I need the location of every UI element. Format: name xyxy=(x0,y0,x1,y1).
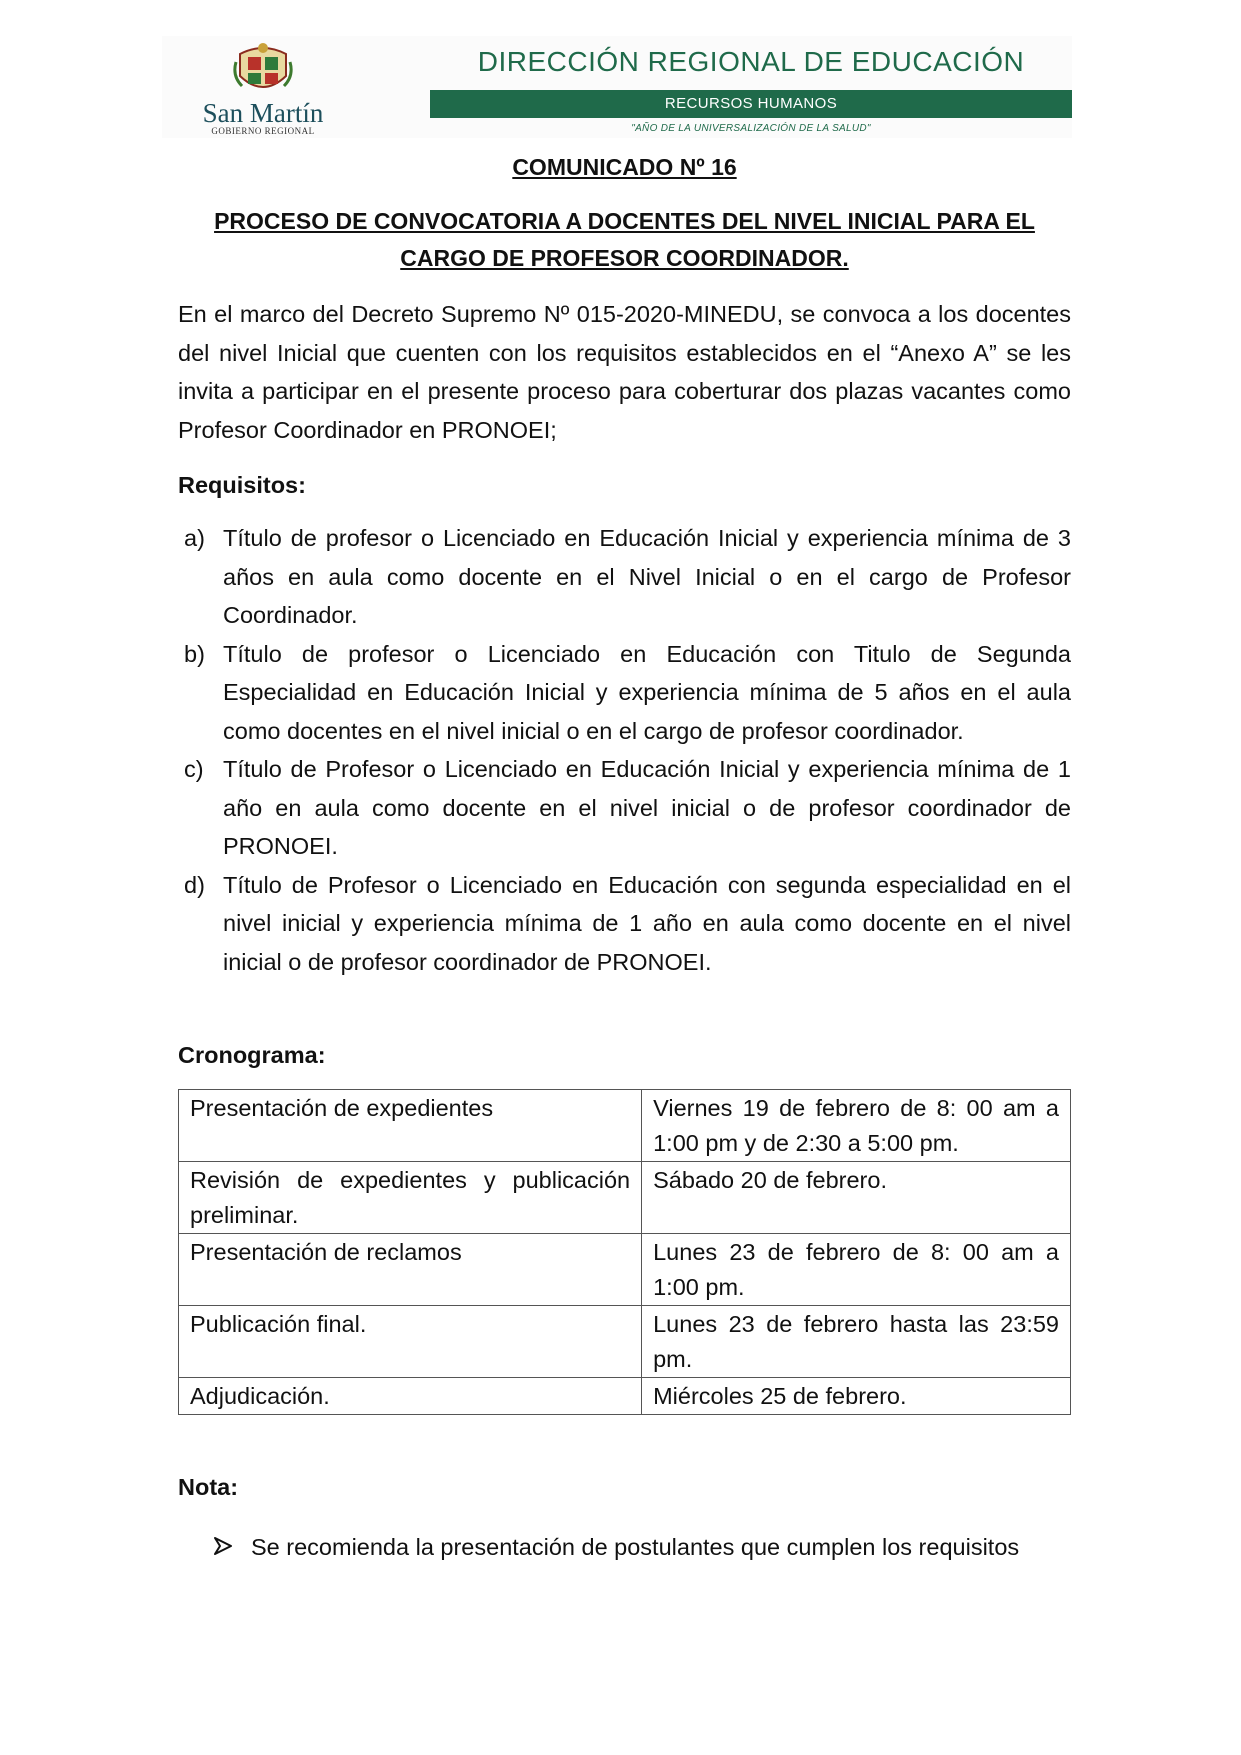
requisito-text: Título de profesor o Licenciado en Educación con Titulo de Segunda Especialidad en Educación Inicial y experiencia mínima de 5 años en el aula como docentes en el nivel inicial o en el cargo de profesor coordinador. xyxy=(223,640,1071,744)
requisito-text: Título de Profesor o Licenciado en Educación con segunda especialidad en el nivel inicial y experiencia mínima de 1 año en aula como docente en el nivel inicial o de profesor coordinador de PRONOEI. xyxy=(223,871,1071,975)
activity-cell: Publicación final. xyxy=(179,1306,642,1378)
table-row xyxy=(179,1090,1071,1162)
list-item xyxy=(178,750,1071,866)
activity-cell: Revisión de expedientes y publicación preliminar. xyxy=(179,1162,642,1234)
list-marker: a) xyxy=(184,525,205,551)
regional-government-logo xyxy=(198,40,328,136)
year-motto: "AÑO DE LA UNIVERSALIZACIÓN DE LA SALUD" xyxy=(631,123,871,134)
nota-item xyxy=(213,1528,1109,1567)
requisitos-list xyxy=(178,519,1071,981)
table-row xyxy=(179,1378,1071,1415)
comunicado-number: COMUNICADO Nº 16 xyxy=(512,154,737,180)
date-cell: Miércoles 25 de febrero. xyxy=(642,1378,1071,1415)
list-marker: b) xyxy=(184,640,205,667)
date-cell: Viernes 19 de febrero de 8: 00 am a 1:00 pm y de 2:30 a 5:00 pm. xyxy=(642,1090,1071,1162)
logo-name: San Martín xyxy=(202,98,324,128)
table-row xyxy=(179,1162,1071,1234)
coat-of-arms-icon xyxy=(232,40,294,100)
date-cell: Sábado 20 de febrero. xyxy=(642,1162,1071,1234)
department-bar: RECURSOS HUMANOS xyxy=(430,90,1072,118)
intro-paragraph: En el marco del Decreto Supremo Nº 015-2020-MINEDU, se convoca a los docentes del nivel Inicial que cuenten con los requisitos establecidos en el “Anexo A” se les invita a participar en el presente proceso para coberturar dos plazas vacantes como Profesor Coordinador en PRONOEI; xyxy=(178,301,1071,443)
requisitos-heading: Requisitos: xyxy=(178,472,306,498)
list-item xyxy=(178,635,1071,751)
requisito-text: Título de profesor o Licenciado en Educación Inicial y experiencia mínima de 3 años en aula como docente en el Nivel Inicial o en el cargo de Profesor Coordinador. xyxy=(223,525,1071,628)
list-item xyxy=(178,866,1071,982)
activity-cell: Adjudicación. xyxy=(179,1378,642,1415)
list-marker: d) xyxy=(184,871,205,898)
logo-subtitle: GOBIERNO REGIONAL xyxy=(211,126,315,136)
requisito-text: Título de Profesor o Licenciado en Educación Inicial y experiencia mínima de 1 año en aula como docente en el nivel inicial o de profesor coordinador de PRONOEI. xyxy=(223,756,1071,859)
activity-cell: Presentación de expedientes xyxy=(179,1090,642,1162)
nota-heading: Nota: xyxy=(178,1474,239,1500)
document-title-line-1: PROCESO DE CONVOCATORIA A DOCENTES DEL NIVEL INICIAL PARA EL xyxy=(214,208,1035,234)
list-marker: c) xyxy=(184,756,204,782)
table-row xyxy=(179,1306,1071,1378)
institution-title: DIRECCIÓN REGIONAL DE EDUCACIÓN xyxy=(477,46,1025,77)
activity-cell: Presentación de reclamos xyxy=(179,1234,642,1306)
cronograma-table xyxy=(178,1089,1071,1415)
arrow-bullet-icon xyxy=(213,1536,233,1556)
date-cell: Lunes 23 de febrero de 8: 00 am a 1:00 pm. xyxy=(642,1234,1071,1306)
nota-text: Se recomienda la presentación de postulantes que cumplen los requisitos xyxy=(251,1534,1020,1560)
document-title-line-2: CARGO DE PROFESOR COORDINADOR. xyxy=(400,245,849,271)
cronograma-heading: Cronograma: xyxy=(178,1042,326,1068)
letterhead xyxy=(162,36,1072,138)
list-item xyxy=(178,519,1071,635)
table-row xyxy=(179,1234,1071,1306)
date-cell: Lunes 23 de febrero hasta las 23:59 pm. xyxy=(642,1306,1071,1378)
